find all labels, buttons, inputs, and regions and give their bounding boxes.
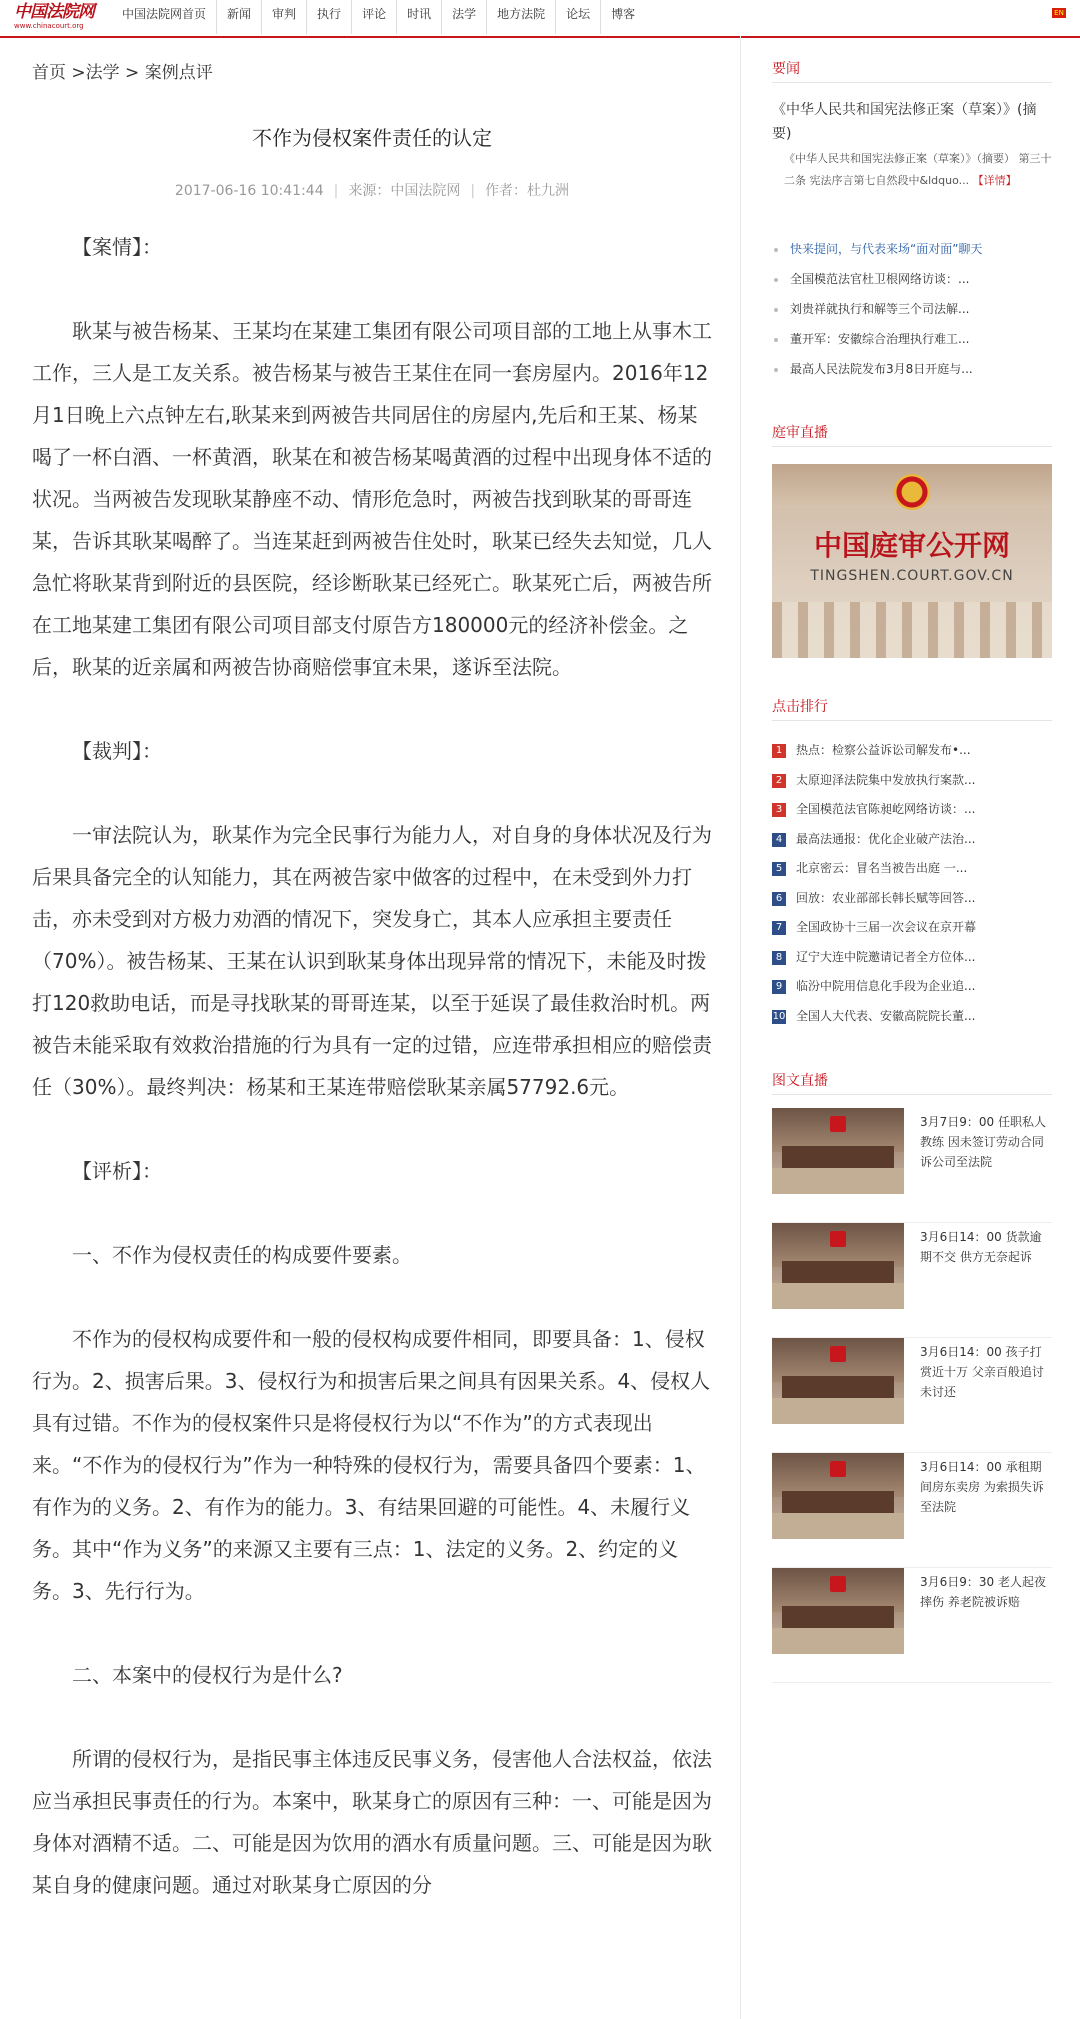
language-flag-icon[interactable]: EN [1052, 8, 1066, 18]
rank-number: 5 [772, 862, 786, 876]
photo-item[interactable] [772, 1338, 1052, 1453]
nav-law-study[interactable]: 法学 [441, 0, 486, 34]
courtroom-thumbnail[interactable] [772, 1338, 904, 1424]
photo-item[interactable] [772, 1108, 1052, 1223]
subheading-two: 二、本案中的侵权行为是什么? [72, 1663, 343, 1687]
rank-item[interactable] [772, 795, 1052, 825]
rank-item[interactable] [772, 1002, 1052, 1032]
article-date: 2017-06-16 10:41:44 [174, 183, 324, 199]
courtroom-thumbnail[interactable] [772, 1453, 904, 1539]
news-list [772, 234, 1052, 384]
rank-item[interactable] [772, 854, 1052, 884]
paragraph-two: 所谓的侵权行为，是指民事主体违反民事义务，侵害他人合法权益，依法应当承担民事责任的行为。本案中，耿某身亡的原因有三种：一、可能是因为身体对酒精不适。二、可能是因为饮用的酒水有质量问题。三、可能是因为耿某自身的健康问题。通过对耿某身亡原因的分 [32, 1747, 712, 1897]
sidebar-title-headlines: 要闻 [772, 61, 800, 77]
courtroom-thumbnail[interactable] [772, 1568, 904, 1654]
list-item[interactable]: 刘贵祥就执行和解等三个司法解... [772, 294, 1052, 324]
photo-caption[interactable]: 3月6日9：30 老人起夜摔伤 养老院被诉赔 [920, 1575, 1046, 1609]
breadcrumb[interactable]: 首页 >法学 > 案例点评 [32, 63, 213, 83]
logo-subtext: www.chinacourt.org [14, 22, 84, 30]
section-heading-judgment: 【裁判】： [72, 739, 162, 763]
photo-caption[interactable]: 3月6日14：00 货款逾期不交 供方无奈起诉 [920, 1230, 1042, 1264]
nav-home[interactable]: 中国法院网首页 [122, 7, 207, 21]
article-source: 来源：中国法院网 [348, 183, 461, 199]
column-divider [740, 36, 741, 2019]
rank-text: 全国政协十三届一次会议在京开幕 [796, 920, 977, 934]
rank-text: 太原迎泽法院集中发放执行案款... [796, 772, 976, 787]
rank-item[interactable] [772, 972, 1052, 1002]
rank-item[interactable] [772, 913, 1052, 943]
article-meta: 2017-06-16 10:41:44 | 来源：中国法院网 | 作者：杜九洲 [174, 183, 570, 199]
national-emblem-icon [894, 474, 930, 510]
rank-number: 1 [772, 744, 786, 758]
rank-text: 全国人大代表、安徽高院院长董... [796, 1008, 976, 1023]
nav-news[interactable]: 新闻 [216, 0, 261, 34]
paragraph-judgment: 一审法院认为，耿某作为完全民事行为能力人，对自身的身体状况及行为后果具备完全的认知能力，其在两被告家中做客的过程中，在未受到外力打击，亦未受到对方极力劝酒的情况下，突发身亡，其本人应承担主要责任（70%）。被告杨某、王某在认识到耿某身体出现异常的情况下，未能及时拨打120救助电话，而是寻找耿某的哥哥连某，以至于延误了最佳救治时机。两被告未能采取有效救治措施的行为具有一定的过错，应连带承担相应的赔偿责任（30%）。最终判决：杨某和王某连带赔偿耿某亲属57792.6元。 [32, 823, 712, 1099]
photo-item[interactable] [772, 1223, 1052, 1338]
top-navigation-bar [0, 0, 1080, 38]
banner-url: TINGSHEN.COURT.GOV.CN [810, 568, 1014, 584]
rank-item[interactable] [772, 884, 1052, 914]
rank-text: 全国模范法官陈昶屹网络访谈：... [796, 802, 976, 816]
headline-summary [784, 148, 1052, 192]
rank-text: 辽宁大连中院邀请记者全方位体... [796, 949, 976, 964]
logo-text: 中国法院网 [14, 2, 94, 22]
nav-timely-news[interactable]: 时讯 [396, 0, 441, 34]
rank-text: 最高法通报：优化企业破产法治... [796, 831, 976, 846]
sidebar-divider [772, 446, 1052, 447]
rank-text: 热点：检察公益诉讼司解发布•... [796, 743, 971, 757]
list-item[interactable]: 最高人民法院发布3月8日开庭与... [772, 354, 1052, 384]
sidebar-title-photo-live: 图文直播 [772, 1073, 828, 1089]
photo-item[interactable] [772, 1568, 1052, 1683]
nav-trial[interactable]: 审判 [261, 0, 306, 34]
rank-number: 7 [772, 921, 786, 935]
rank-number: 10 [772, 1010, 786, 1022]
section-heading-case: 【案情】： [72, 235, 162, 259]
photo-live-list [772, 1108, 1052, 1683]
photo-item[interactable] [772, 1453, 1052, 1568]
subheading-one: 一、不作为侵权责任的构成要件要素。 [72, 1243, 412, 1267]
article-title: 不作为侵权案件责任的认定 [252, 126, 492, 150]
rank-number: 3 [772, 803, 786, 817]
sidebar-title-ranking: 点击排行 [772, 699, 828, 715]
rank-number: 2 [772, 774, 786, 788]
paragraph-case: 耿某与被告杨某、王某均在某建工集团有限公司项目部的工地上从事木工工作，三人是工友关系。被告杨某与被告王某住在同一套房屋内。2016年12月1日晚上六点钟左右,耿某来到两被告共同居住的房屋内,先后和王某、杨某喝了一杯白酒、一杯黄酒，耿某在和被告杨某喝黄酒的过程中出现身体不适的状况。当两被告发现耿某静座不动、情形危急时，两被告找到耿某的哥哥连某，告诉其耿某喝醉了。当连某赶到两被告住处时，耿某已经失去知觉，几人急忙将耿某背到附近的县医院，经诊断耿某已经死亡。耿某死亡后，两被告所在工地某建工集团有限公司项目部支付原告方180000元的经济补偿金。之后，耿某的近亲属和两被告协商赔偿事宜未果，遂诉至法院。 [32, 319, 712, 679]
photo-caption[interactable]: 3月7日9：00 任职私人教练 因未签订劳动合同诉公司至法院 [920, 1115, 1046, 1169]
photo-caption[interactable]: 3月6日14：00 承租期间房东卖房 为索损失诉至法院 [920, 1460, 1044, 1514]
nav-execution[interactable]: 执行 [306, 0, 351, 34]
rank-text: 北京密云：冒名当被告出庭 一... [796, 861, 968, 875]
headline-summary-text: 《中华人民共和国宪法修正案（草案）》（摘要） 第三十二条 宪法序言第七自然段中&ldquo... [784, 152, 1052, 187]
sidebar-title-live-trial: 庭审直播 [772, 425, 828, 441]
photo-caption[interactable]: 3月6日14：00 孩子打赏近十万 父亲百般追讨未讨还 [920, 1345, 1044, 1399]
list-item[interactable]: 董开军：安徽综合治理执行难工... [772, 324, 1052, 354]
rank-number: 9 [772, 980, 786, 994]
rank-item[interactable] [772, 736, 1052, 766]
nav-local-courts[interactable]: 地方法院 [486, 0, 555, 34]
section-heading-review: 【评析】： [72, 1159, 162, 1183]
courtroom-thumbnail[interactable] [772, 1108, 904, 1194]
sidebar-divider [772, 1094, 1052, 1095]
rank-number: 6 [772, 892, 786, 906]
main-nav [112, 0, 645, 34]
nav-forum[interactable]: 论坛 [555, 0, 600, 34]
rank-text: 临汾中院用信息化手段为企业追... [796, 979, 976, 993]
banner-title: 中国庭审公开网 [813, 529, 1010, 562]
article-body [32, 226, 712, 1906]
sidebar-divider [772, 720, 1052, 721]
rank-item[interactable] [772, 766, 1052, 796]
article-author: 作者：杜九洲 [485, 183, 570, 199]
rank-item[interactable] [772, 825, 1052, 855]
rank-number: 4 [772, 833, 786, 847]
rank-item[interactable] [772, 943, 1052, 973]
headline-detail-link[interactable]: 【详情】 [972, 174, 1017, 187]
paragraph-one: 不作为的侵权构成要件和一般的侵权构成要件相同，即要具备：1、侵权行为。2、损害后果。3、侵权行为和损害后果之间具有因果关系。4、侵权人具有过错。不作为的侵权案件只是将侵权行为以“不作为”的方式表现出来。“不作为的侵权行为”作为一种特殊的侵权行为，需要具备四个要素：1、有作为的义务。2、有作为的能力。3、有结果回避的可能性。4、未履行义务。其中“作为义务”的来源又主要有三点：1、法定的义务。2、约定的义务。3、先行行为。 [32, 1327, 711, 1603]
rank-number: 8 [772, 951, 786, 965]
tingshen-banner[interactable] [772, 464, 1052, 658]
list-item[interactable]: 全国模范法官杜卫根网络访谈：... [772, 264, 1052, 294]
banner-columns [772, 602, 1052, 658]
nav-commentary[interactable]: 评论 [351, 0, 396, 34]
list-item[interactable]: 快来提问，与代表来场“面对面”聊天 [772, 234, 1052, 264]
courtroom-thumbnail[interactable] [772, 1223, 904, 1309]
ranking-list [772, 736, 1052, 1031]
rank-text: 回放：农业部部长韩长赋等回答... [796, 890, 976, 905]
site-logo[interactable] [14, 2, 94, 32]
sidebar-divider [772, 82, 1052, 83]
nav-blog[interactable]: 博客 [600, 0, 645, 34]
headline-link[interactable]: 《中华人民共和国宪法修正案（草案）》(摘要) [772, 102, 1037, 142]
